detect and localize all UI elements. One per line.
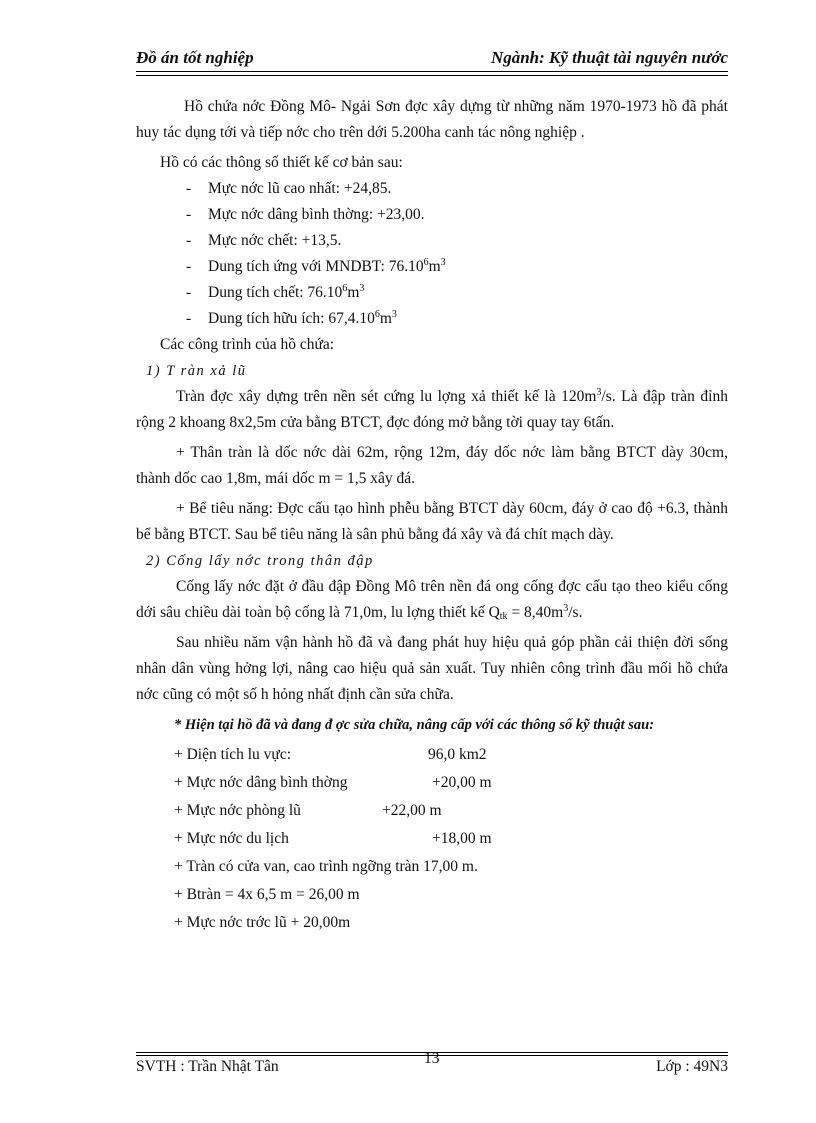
footer-author: SVTH : Trần Nhật Tân (136, 1058, 279, 1075)
section-1-title: 1) T ràn xả lũ (146, 363, 247, 379)
param-item: - Dung tích hữu ích: $67,4.10^6m^3$ (186, 309, 397, 327)
param-item: - Mực nớc chết: +13,5. (186, 232, 342, 249)
page-header (136, 48, 728, 72)
extra-row: + Tràn có cửa van, cao trình ngỡng tràn 17,00 m. (174, 858, 478, 875)
summary-paragraph: Sau nhiều năm vận hành hồ đã và đang phát huy hiệu quả góp phần cải thiện đời sống nhân dân vùng hởng lợi, nâng cao hiệu quả sản xuất. Tuy nhiên công trình đầu mối hồ chứa nớc cũng có một số h hỏng nhất định cần sửa chữa. (136, 634, 728, 703)
param-item: - Dung tích ứng với MNDBT: $76.10^6m^3$ (186, 257, 446, 275)
spec-row: + Mực nớc du lịch +18,00 m (174, 830, 492, 847)
section-1-paragraph-1: Tràn đợc xây dựng trên nền sét cứng lu lợng xả thiết kế là $120m^3/s$. Là đập tràn đỉnh rộng 2 khoang 8x2,5m cửa bằng BTCT, đợc đóng mở bằng tời quay tay 6tấn. (136, 387, 728, 431)
params-title: Hồ có các thông số thiết kế cơ bản sau: (160, 154, 403, 171)
extra-row: + Mực nớc trớc lũ + 20,00m (174, 914, 351, 931)
page-number: 13 (424, 1050, 440, 1067)
spec-row: + Diện tích lu vực: 96,0 km2 (174, 746, 487, 763)
section-1-paragraph-2: + Thân tràn là dốc nớc dài 62m, rộng 12m, đáy dốc nớc làm bằng BTCT dày 30cm, thành dốc cao 1,8m, mái dốc m = 1,5 xây đá. (136, 444, 728, 487)
spec-row: + Mực nớc dâng bình thờng +20,00 m (174, 774, 492, 791)
header-rule-top (136, 71, 728, 72)
header-right: Ngành: Kỹ thuật tài nguyên nước (490, 48, 728, 67)
upgrade-note: * Hiện tại hồ đã và đang đ ợc sửa chữa, nâng cấp với các thông số kỹ thuật sau: (174, 717, 655, 733)
param-item: - Dung tích chết: $76.10^6m^3$ (186, 283, 365, 301)
extra-row: + Btràn = 4x 6,5 m = 26,00 m (174, 886, 360, 903)
section-2-title: 2) Cống lấy nớc trong thân đập (146, 553, 374, 569)
intro-paragraph: Hồ chứa nớc Đồng Mô- Ngải Sơn đợc xây dựng từ những năm 1970-1973 hồ đã phát huy tác dụng tới và tiếp nớc cho trên dới 5.200ha canh tác nông nghiệp . (136, 98, 728, 141)
section-1-paragraph-3: + Bể tiêu năng: Đợc cấu tạo hình phễu bằng BTCT dày 60cm, đáy ở cao độ +6.3, thành bể bằng BTCT. Sau bể tiêu năng là sân phủ bằng đá xây và đá chít mạch dày. (136, 500, 728, 543)
footer-class: Lớp : 49N3 (656, 1058, 728, 1075)
page-footer (136, 1050, 728, 1078)
works-title: Các công trình của hồ chứa: (160, 336, 335, 353)
page-body (136, 94, 728, 938)
param-item: - Mực nớc dâng bình thờng: +23,00. (186, 206, 425, 223)
header-rule-bottom (136, 75, 728, 76)
section-2-paragraph-1: Cống lấy nớc đặt ở đầu đập Đồng Mô trên nền đá ong cống đợc cấu tạo theo kiểu cống dới sâu chiều dài toàn bộ cống là 71,0m, lu lợng thiết kế $Q_{tk} = 8,40m^3/s$. (136, 578, 728, 622)
header-left: Đồ án tốt nghiệp (136, 48, 254, 67)
spec-row: + Mực nớc phòng lũ +22,00 m (174, 802, 442, 819)
param-item: - Mực nớc lũ cao nhất: +24,85. (186, 180, 392, 197)
